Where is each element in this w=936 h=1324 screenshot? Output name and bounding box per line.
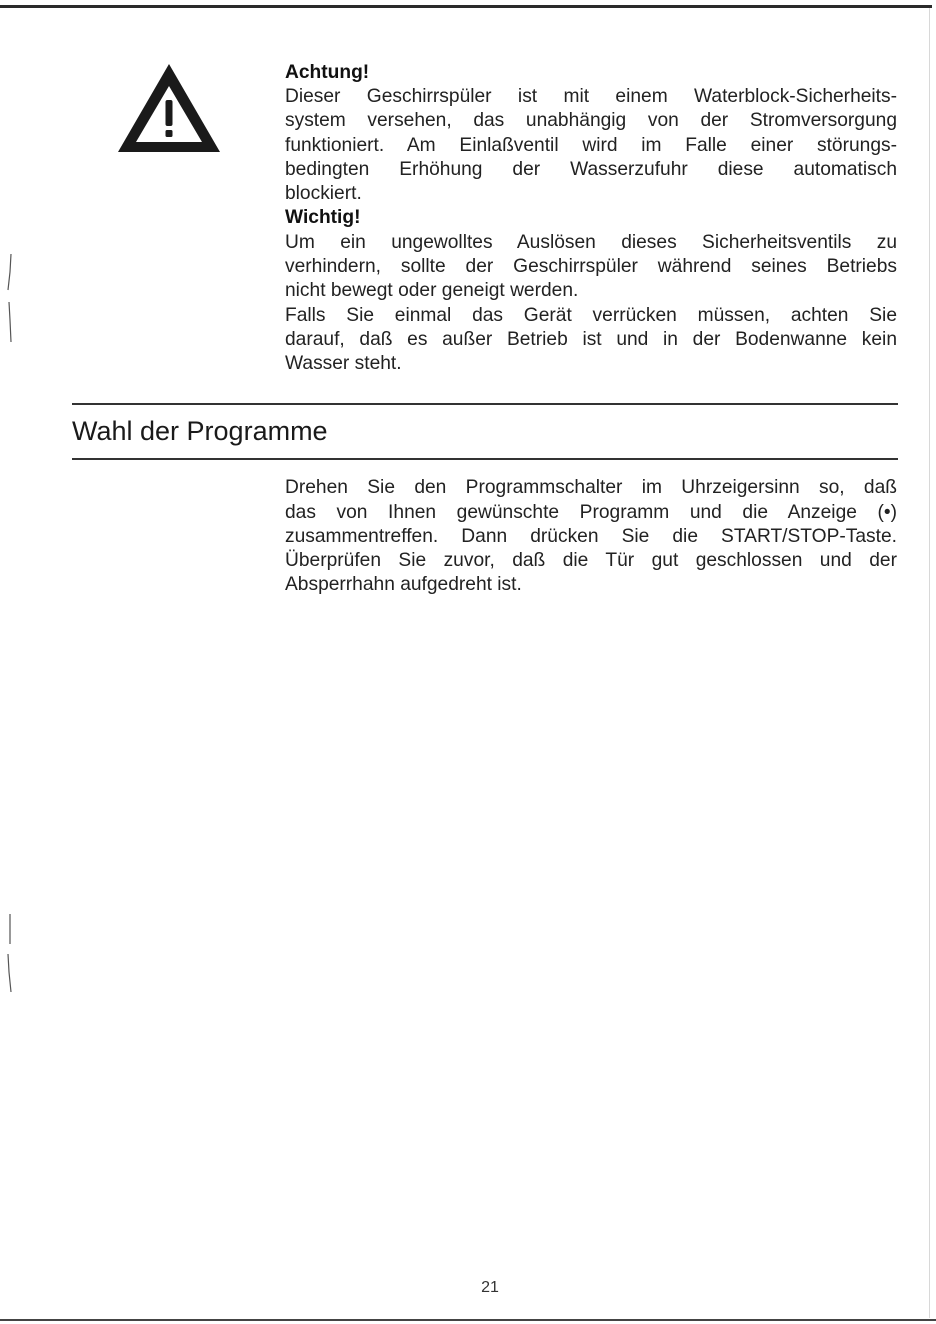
- wichtig-line-5: darauf, daß es außer Betrieb ist und in der Bodenwanne kein: [285, 329, 897, 350]
- wichtig-line-1: Um ein ungewolltes Auslösen dieses Sicherheitsventils zu: [285, 232, 897, 253]
- section-rule-bottom: [72, 458, 898, 460]
- wichtig-heading: Wichtig!: [285, 207, 361, 228]
- wichtig-line-4: Falls Sie einmal das Gerät verrücken müssen, achten Sie: [285, 305, 897, 326]
- achtung-line-5: blockiert.: [285, 183, 362, 204]
- wichtig-line-6: Wasser steht.: [285, 353, 402, 374]
- achtung-line-2: system versehen, das unabhängig von der Stromversorgung: [285, 110, 897, 131]
- page-number: 21: [481, 1279, 499, 1296]
- section-line-5: Absperrhahn aufgedreht ist.: [285, 574, 522, 595]
- section-line-1: Drehen Sie den Programmschalter im Uhrzeigersinn so, daß: [285, 477, 897, 498]
- top-rule: [0, 5, 932, 8]
- warning-triangle-icon: [116, 62, 222, 154]
- scan-mark-lower: [2, 910, 16, 1000]
- achtung-line-3: funktioniert. Am Einlaßventil wird im Falle einer störungs-: [285, 135, 897, 156]
- bottom-rule: [0, 1319, 936, 1321]
- wichtig-line-2: verhindern, sollte der Geschirrspüler während seines Betriebs: [285, 256, 897, 277]
- scan-mark-upper: [2, 250, 16, 350]
- achtung-heading: Achtung!: [285, 62, 370, 83]
- wichtig-line-3: nicht bewegt oder geneigt werden.: [285, 280, 579, 301]
- section-title: Wahl der Programme: [72, 416, 328, 446]
- achtung-line-1: Dieser Geschirrspüler ist mit einem Waterblock-Sicherheits-: [285, 86, 897, 107]
- achtung-line-4: bedingten Erhöhung der Wasserzufuhr diese automatisch: [285, 159, 897, 180]
- section-rule-top: [72, 403, 898, 405]
- section-line-2: das von Ihnen gewünschte Programm und die Anzeige (•): [285, 502, 897, 523]
- section-line-3: zusammentreffen. Dann drücken Sie die START/STOP-Taste.: [285, 526, 897, 547]
- section-line-4: Überprüfen Sie zuvor, daß die Tür gut geschlossen und der: [285, 550, 897, 571]
- page-edge: [929, 8, 930, 1318]
